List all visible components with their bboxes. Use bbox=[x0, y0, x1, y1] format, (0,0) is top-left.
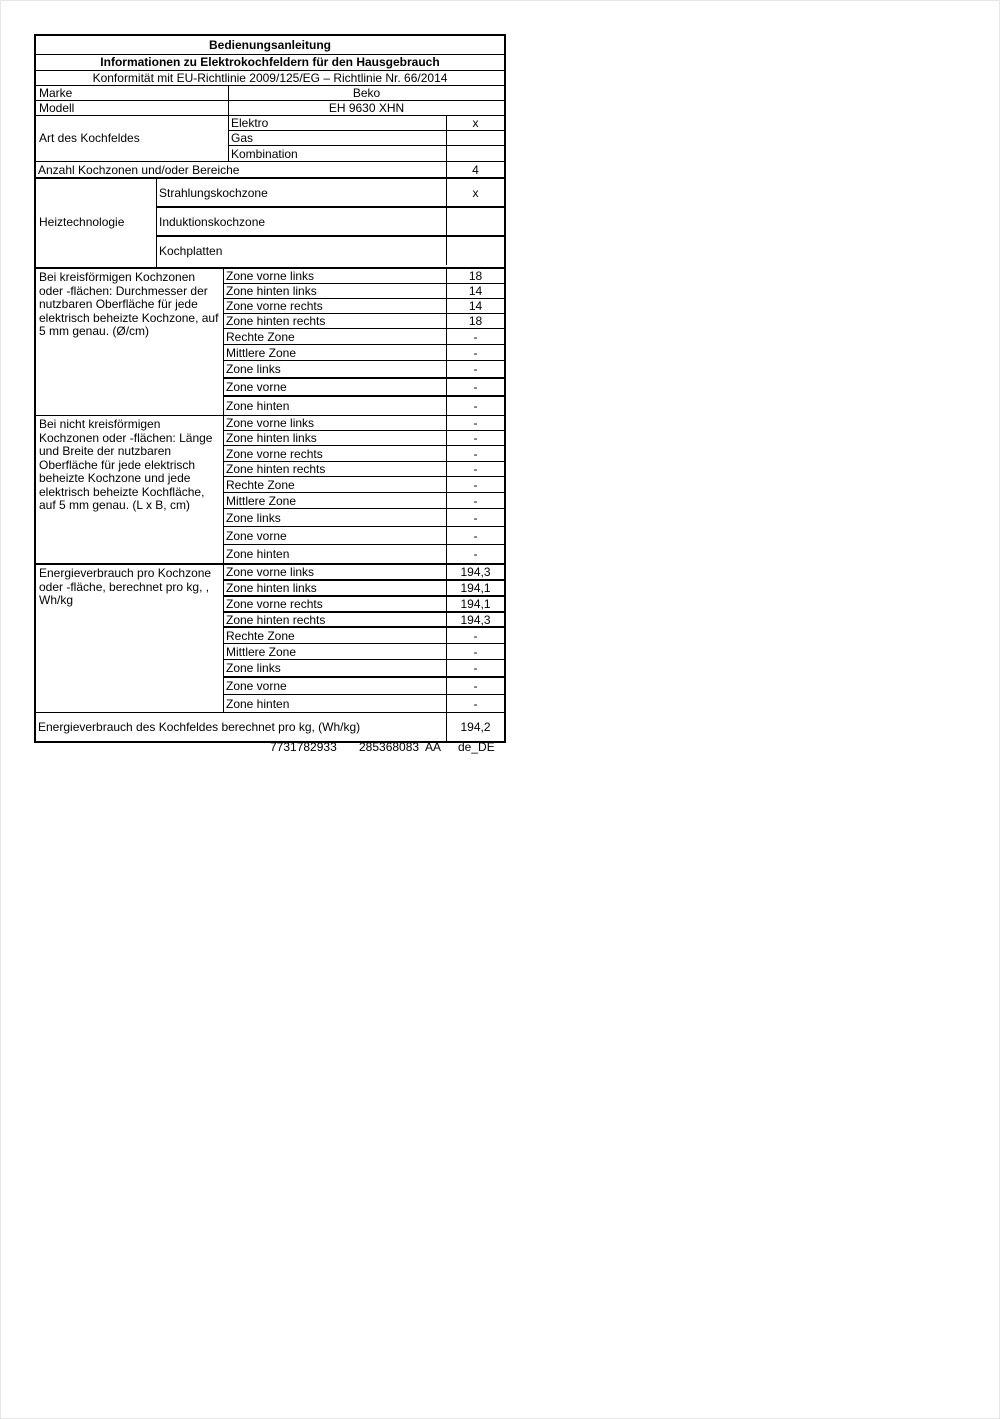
zone-value: - bbox=[473, 362, 478, 376]
zone-name: Zone hinten rechts bbox=[224, 314, 447, 328]
energy-total-cells bbox=[36, 713, 504, 741]
product-info-sheet bbox=[34, 34, 506, 743]
zone-value: - bbox=[473, 477, 478, 492]
zone-name: Zone vorne links bbox=[224, 416, 447, 430]
zone-value: - bbox=[473, 679, 478, 693]
zone-value: - bbox=[473, 661, 478, 675]
zone-value: - bbox=[473, 399, 478, 413]
zone-value: 14 bbox=[468, 299, 483, 313]
zone-value: - bbox=[473, 416, 478, 430]
heating-section bbox=[36, 179, 504, 269]
document-title: Bedienungsanleitung bbox=[36, 36, 504, 55]
zone-row bbox=[224, 329, 504, 345]
zone-row bbox=[224, 565, 504, 581]
zone-value: - bbox=[473, 329, 478, 344]
zones-count-label: Anzahl Kochzonen und/oder Bereiche bbox=[36, 162, 447, 177]
heating-option bbox=[157, 179, 504, 208]
zone-row bbox=[224, 613, 504, 628]
zone-row bbox=[224, 678, 504, 695]
zone-row bbox=[224, 446, 504, 462]
option-name: Elektro bbox=[229, 116, 447, 130]
zone-value: 18 bbox=[468, 269, 483, 283]
zones-count-value: 4 bbox=[472, 162, 479, 177]
option-value bbox=[447, 131, 504, 145]
zone-value: - bbox=[473, 431, 478, 445]
energy-per-zone-label: Energieverbrauch pro Kochzone oder -fläche, berechnet pro kg, , Wh/kg bbox=[36, 565, 224, 712]
zone-name: Zone hinten rechts bbox=[224, 462, 447, 476]
option-name: Strahlungskochzone bbox=[157, 179, 447, 206]
zone-name: Zone vorne rechts bbox=[224, 597, 447, 611]
zone-row bbox=[224, 462, 504, 477]
zone-value: 18 bbox=[468, 314, 483, 328]
energy-total-value: 194,2 bbox=[460, 720, 491, 734]
brand-row bbox=[36, 86, 504, 101]
zone-row bbox=[224, 597, 504, 613]
option-value bbox=[447, 146, 504, 161]
option-name: Gas bbox=[229, 131, 447, 145]
zone-row bbox=[224, 397, 504, 415]
zone-name: Zone hinten bbox=[224, 545, 447, 563]
circular-zones-label: Bei kreisförmigen Kochzonen oder -flächen: Durchmesser der nutzbaren Oberfläche für jede elektrisch beheizte Kochzone, auf 5 mm genau. (Ø/cm) bbox=[36, 269, 224, 415]
zone-value: - bbox=[473, 547, 478, 561]
zone-row bbox=[224, 545, 504, 563]
option-name: Kochplatten bbox=[157, 237, 447, 265]
hob-type-label: Art des Kochfeldes bbox=[36, 116, 229, 161]
document-subtitle: Informationen zu Elektrokochfeldern für den Hausgebrauch bbox=[36, 55, 504, 71]
zone-name: Zone vorne links bbox=[224, 269, 447, 283]
zone-value: - bbox=[473, 446, 478, 461]
document-code: 7731782933 bbox=[270, 740, 337, 754]
hob-type-option bbox=[229, 131, 504, 146]
locale-code: de_DE bbox=[458, 740, 495, 754]
zone-row bbox=[224, 314, 504, 329]
zone-row bbox=[224, 527, 504, 545]
zone-row bbox=[224, 493, 504, 509]
energy-total-label: Energieverbrauch des Kochfeldes berechnet pro kg, (Wh/kg) bbox=[36, 713, 447, 741]
heating-option bbox=[157, 208, 504, 237]
zone-name: Rechte Zone bbox=[224, 329, 447, 344]
zone-row bbox=[224, 361, 504, 379]
zone-value: 194,3 bbox=[460, 565, 491, 579]
zone-row bbox=[224, 695, 504, 712]
zones-count-row bbox=[36, 162, 504, 179]
zone-name: Zone hinten links bbox=[224, 284, 447, 298]
energy-per-zone-section bbox=[36, 565, 504, 713]
zone-name: Zone links bbox=[224, 660, 447, 676]
zone-value: - bbox=[473, 628, 478, 643]
zone-row bbox=[224, 284, 504, 299]
zone-name: Zone vorne links bbox=[224, 565, 447, 579]
brand-label: Marke bbox=[36, 86, 229, 100]
option-value: x bbox=[472, 116, 479, 130]
zone-row bbox=[224, 644, 504, 660]
part-number: 285368083 bbox=[359, 740, 420, 754]
zone-name: Zone links bbox=[224, 509, 447, 526]
circular-zones-section bbox=[36, 269, 504, 416]
zone-row bbox=[224, 581, 504, 597]
option-name: Induktionskochzone bbox=[157, 208, 447, 235]
zone-row bbox=[224, 345, 504, 361]
energy-total-row bbox=[36, 713, 504, 741]
zone-name: Mittlere Zone bbox=[224, 493, 447, 508]
zone-value: 194,1 bbox=[460, 581, 491, 595]
zone-name: Zone hinten rechts bbox=[224, 613, 447, 626]
brand-value: Beko bbox=[352, 86, 381, 100]
zone-value: - bbox=[473, 510, 478, 525]
zone-name: Zone vorne bbox=[224, 527, 447, 544]
zone-row bbox=[224, 269, 504, 284]
zone-name: Zone vorne rechts bbox=[224, 446, 447, 461]
zone-value: - bbox=[473, 345, 478, 360]
zone-value: - bbox=[473, 528, 478, 543]
zone-row bbox=[224, 431, 504, 446]
zone-name: Zone hinten links bbox=[224, 581, 447, 595]
heating-option bbox=[157, 237, 504, 265]
zone-name: Zone vorne bbox=[224, 379, 447, 395]
zone-name: Zone links bbox=[224, 361, 447, 377]
zone-value: - bbox=[473, 493, 478, 508]
model-label: Modell bbox=[36, 101, 229, 115]
zone-value: - bbox=[473, 696, 478, 711]
zone-name: Zone vorne rechts bbox=[224, 299, 447, 313]
zone-name: Rechte Zone bbox=[224, 628, 447, 643]
zones-count-cells bbox=[36, 162, 504, 177]
hob-type-section bbox=[36, 116, 504, 162]
zone-value: - bbox=[473, 380, 478, 394]
zone-value: 14 bbox=[468, 284, 483, 298]
conformity-line: Konformität mit EU-Richtlinie 2009/125/EG – Richtlinie Nr. 66/2014 bbox=[36, 71, 504, 86]
zone-value: - bbox=[473, 644, 478, 659]
zone-row bbox=[224, 660, 504, 678]
hob-type-option bbox=[229, 116, 504, 131]
noncircular-zones-label: Bei nicht kreisförmigen Kochzonen oder -flächen: Länge und Breite der nutzbaren Oberfläche für jede elektrisch beheizte Kochzone und jede elektrisch beheizte Kochfläche, auf 5 mm genau. (L x B, cm) bbox=[36, 416, 224, 563]
zone-name: Mittlere Zone bbox=[224, 345, 447, 360]
model-row bbox=[36, 101, 504, 116]
zone-name: Zone hinten links bbox=[224, 431, 447, 445]
zone-name: Zone vorne bbox=[224, 678, 447, 694]
model-value: EH 9630 XHN bbox=[328, 101, 405, 115]
zone-row bbox=[224, 628, 504, 644]
zone-row bbox=[224, 477, 504, 493]
zone-row bbox=[224, 509, 504, 527]
option-value bbox=[447, 208, 504, 235]
hob-type-option bbox=[229, 146, 504, 161]
revision-code: AA bbox=[425, 740, 442, 754]
zone-value: 194,3 bbox=[460, 612, 491, 627]
zone-row bbox=[224, 379, 504, 397]
option-name: Kombination bbox=[229, 146, 447, 161]
zone-row bbox=[224, 416, 504, 431]
noncircular-zones-section bbox=[36, 416, 504, 565]
option-value bbox=[447, 237, 504, 265]
zone-name: Mittlere Zone bbox=[224, 644, 447, 659]
zone-row bbox=[224, 299, 504, 314]
zone-name: Rechte Zone bbox=[224, 477, 447, 492]
zone-value: 194,1 bbox=[460, 597, 491, 611]
zone-value: - bbox=[473, 462, 478, 476]
option-value: x bbox=[472, 185, 479, 200]
zone-name: Zone hinten bbox=[224, 397, 447, 415]
zone-name: Zone hinten bbox=[224, 695, 447, 712]
heating-label: Heiztechnologie bbox=[36, 179, 157, 267]
